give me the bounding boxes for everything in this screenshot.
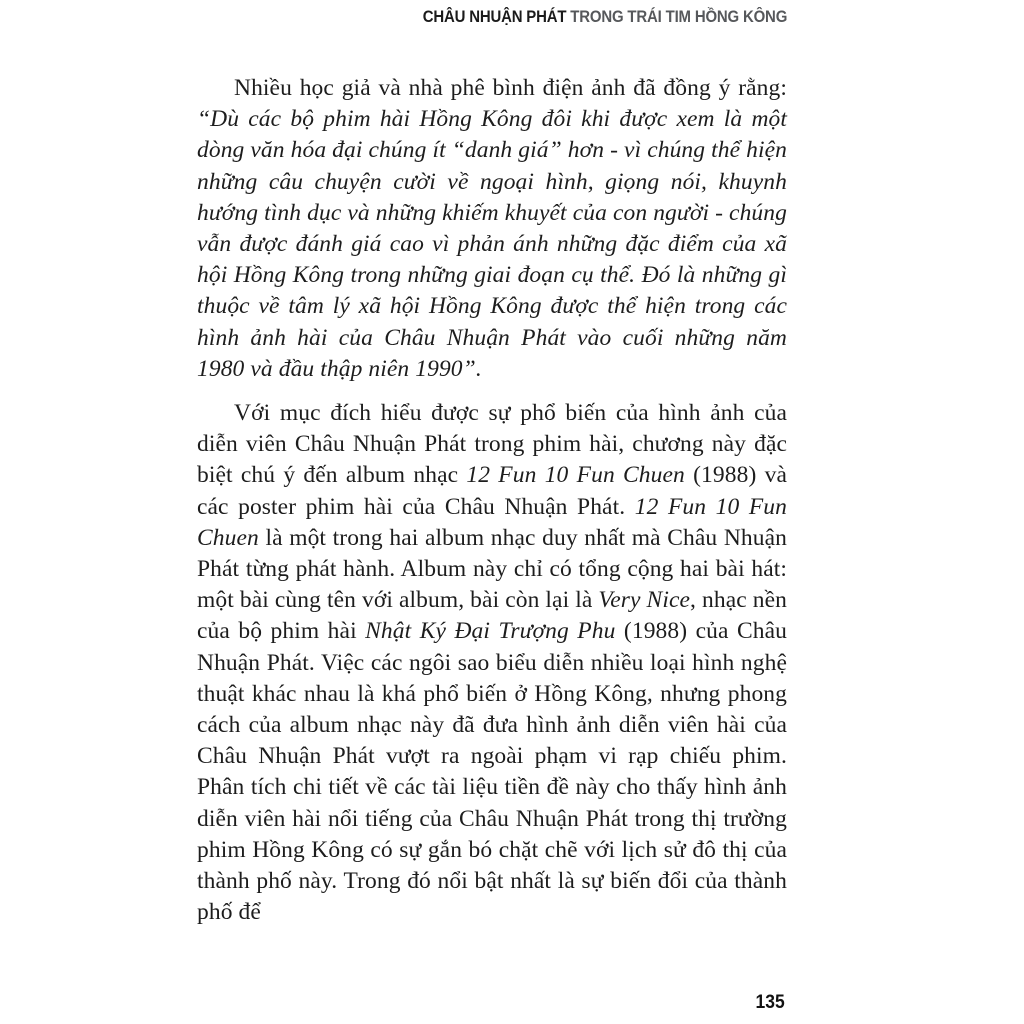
paragraph bbox=[197, 398, 787, 928]
italic-text-segment: “Dù các bộ phim hài Hồng Kông đôi khi được xem là một dòng văn hóa đại chúng ít “danh giá” hơn - vì chúng thể hiện những câu chuyện cười về ngoại hình, giọng nói, khuynh hướng tình dục và những khiếm khuyết của con người - chúng vẫn được đánh giá cao vì phản ánh những đặc điểm của xã hội Hồng Kông trong những giai đoạn cụ thể. Đó là những gì thuộc về tâm lý xã hội Hồng Kông được thể hiện trong các hình ảnh hài của Châu Nhuận Phát vào cuối những năm 1980 và đầu thập niên 1990”. bbox=[197, 106, 787, 382]
header-chapter-title: TRONG TRÁI TIM HỒNG KÔNG bbox=[566, 7, 787, 26]
header-book-title: CHÂU NHUẬN PHÁT bbox=[422, 7, 567, 26]
text-segment: (1988) của Châu Nhuận Phát. Việc các ngôi sao biểu diễn nhiều loại hình nghệ thuật khác nhau là khá phổ biến ở Hồng Kông, nhưng phong cách của album nhạc này đã đưa hình ảnh diễn viên hài của Châu Nhuận Phát vượt ra ngoài phạm vi rạp chiếu phim. Phân tích chi tiết về các tài liệu tiền đề này cho thấy hình ảnh diễn viên hài nổi tiếng của Châu Nhuận Phát trong thị trường phim Hồng Kông có sự gắn bó chặt chẽ với lịch sử đô thị của thành phố này. Trong đó nổi bật nhất là sự biến đổi của thành phố để bbox=[197, 618, 788, 926]
paragraph bbox=[197, 73, 787, 385]
italic-text-segment: Nhật Ký Đại Trượng Phu bbox=[365, 618, 616, 645]
text-segment: Với mục đích hiểu được sự phổ biến của hình ảnh của diễn viên Châu Nhuận Phát trong phim hài, chương này đặc biệt chú ý đến album nhạc bbox=[197, 400, 787, 489]
running-header bbox=[423, 7, 787, 27]
page-number: 135 bbox=[755, 992, 785, 1013]
text-segment: , nhạc nền của bộ phim hài bbox=[197, 587, 787, 645]
italic-text-segment: 12 Fun 10 Fun Chuen bbox=[197, 493, 787, 551]
body-text bbox=[197, 73, 787, 928]
text-segment: (1988) và các poster phim hài của Châu Nhuận Phát. bbox=[197, 462, 787, 520]
italic-text-segment: Very Nice bbox=[598, 587, 691, 614]
text-segment: Nhiều học giả và nhà phê bình điện ảnh đã đồng ý rằng: bbox=[234, 75, 787, 101]
text-segment: là một trong hai album nhạc duy nhất mà Châu Nhuận Phát từng phát hành. Album này chỉ có tổng cộng hai bài hát: một bài cùng tên với album, bài còn lại là bbox=[197, 524, 787, 614]
italic-text-segment: 12 Fun 10 Fun Chuen bbox=[466, 462, 685, 489]
